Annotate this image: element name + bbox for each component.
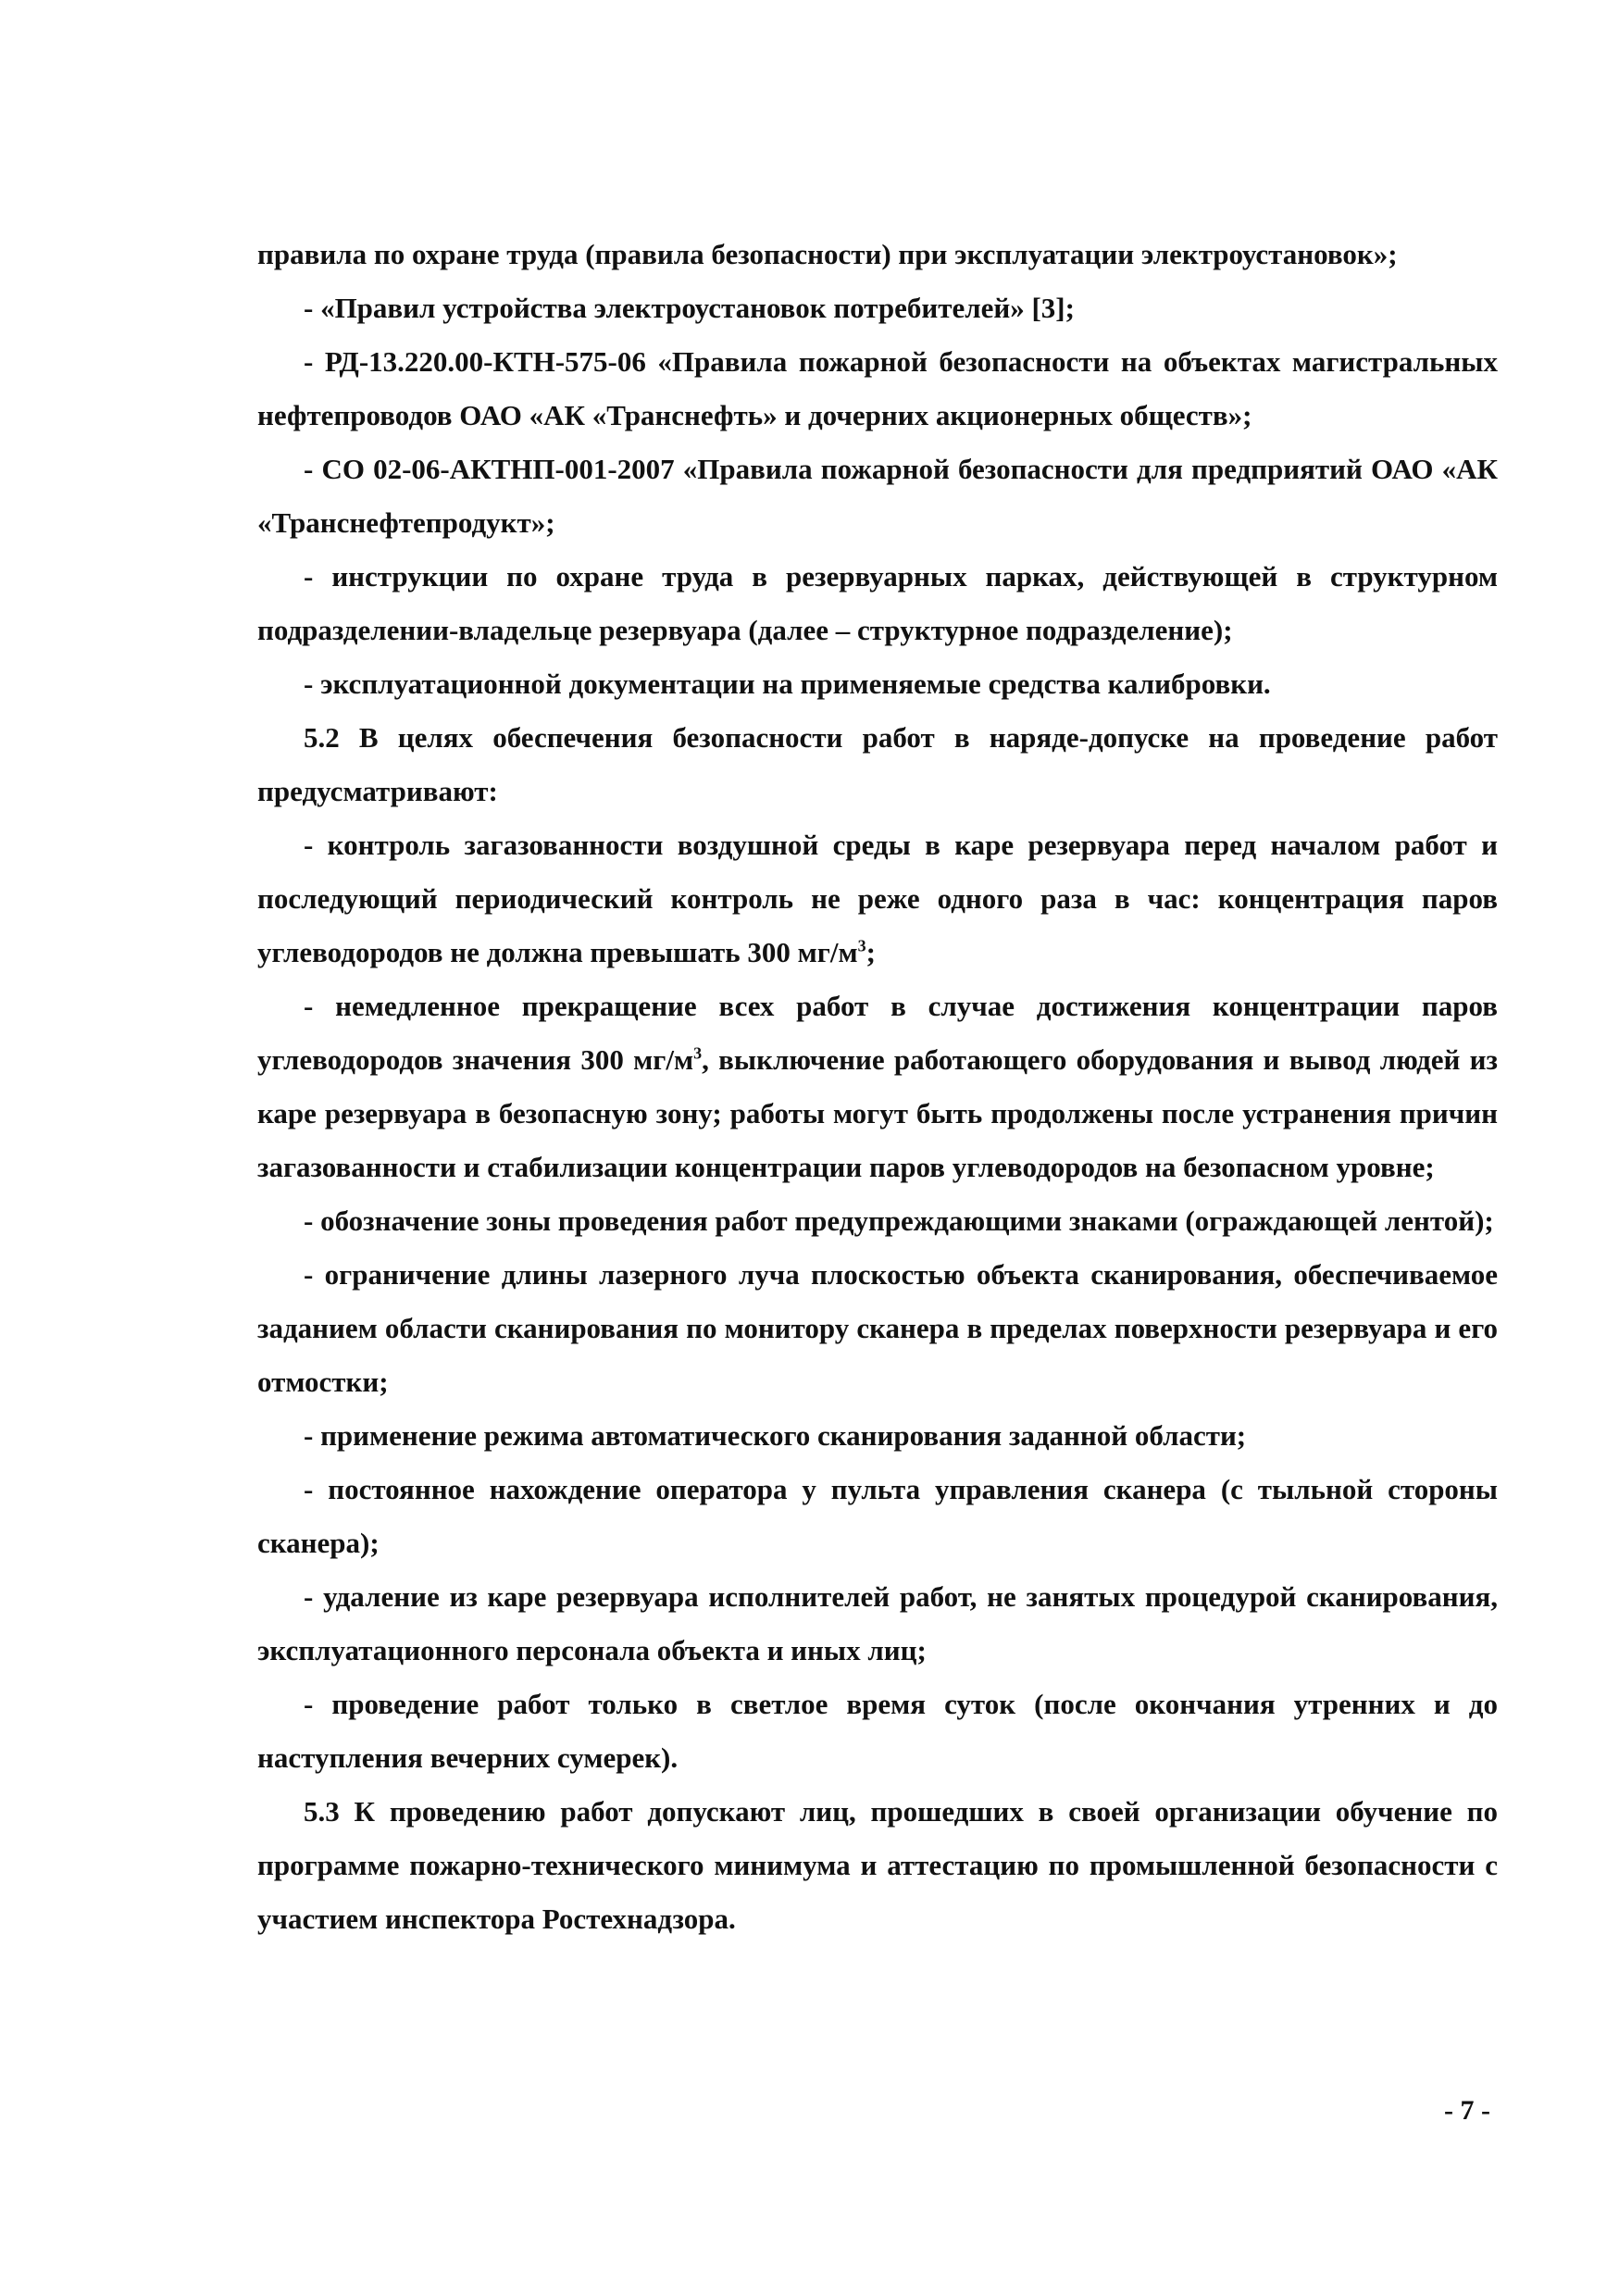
paragraph-2: - «Правил устройства электроустановок потребителей» [3]; (304, 292, 1075, 324)
paragraph-15: - проведение работ только в светлое время суток (после окончания утренних и до наступления вечерних сумерек). (257, 1688, 1498, 1774)
paragraph-16: 5.3 К проведению работ допускают лиц, прошедших в своей организации обучение по программе пожарно-технического минимума и аттестацию по промышленной безопасности с участием инспектора Ростехнадзора. (257, 1795, 1498, 1935)
paragraph-8-main: - контроль загазованности воздушной среды в каре резервуара перед началом работ и последующий периодический контроль не реже одного раза в час: концентрация паров углеводородов не должна превышать 300 мг/м (257, 829, 1498, 968)
paragraph-3: - РД-13.220.00-КТН-575-06 «Правила пожарной безопасности на объектах магистральных нефтепроводов ОАО «АК «Транснефть» и дочерних акционерных обществ»; (257, 345, 1498, 431)
superscript-3: 3 (857, 936, 866, 955)
document-body (257, 228, 1498, 1946)
paragraph-11: - ограничение длины лазерного луча плоскостью объекта сканирования, обеспечиваемое заданием области сканирования по монитору сканера в пределах поверхности резервуара и его отмостки; (257, 1258, 1498, 1398)
paragraph-1: правила по охране труда (правила безопасности) при эксплуатации электроустановок»; (257, 238, 1398, 270)
paragraph-8-end: ; (866, 936, 876, 968)
paragraph-8 (257, 818, 1498, 980)
paragraph-14: - удаление из каре резервуара исполнителей работ, не занятых процедурой сканирования, эксплуатационного персонала объекта и иных лиц; (257, 1580, 1498, 1666)
paragraph-4: - СО 02-06-АКТНП-001-2007 «Правила пожарной безопасности для предприятий ОАО «АК «Транснефтепродукт»; (257, 453, 1498, 539)
paragraph-10: - обозначение зоны проведения работ предупреждающими знаками (ограждающей лентой); (304, 1204, 1494, 1237)
paragraph-9-main: - немедленное прекращение всех работ в случае достижения концентрации паров углеводородов значения 300 мг/м (257, 990, 1498, 1076)
paragraph-12: - применение режима автоматического сканирования заданной области; (304, 1419, 1247, 1452)
paragraph-9 (257, 980, 1498, 1194)
paragraph-9-rest: , выключение работающего оборудования и вывод людей из каре резервуара в безопасную зону; работы могут быть продолжены после устранения причин загазованности и стабилизации концентрации паров углеводородов на безопасном уровне; (257, 1043, 1498, 1183)
page-number: - 7 - (1444, 2095, 1490, 2126)
paragraph-7: 5.2 В целях обеспечения безопасности работ в наряде-допуске на проведение работ предусматривают: (257, 721, 1498, 807)
paragraph-6: - эксплуатационной документации на применяемые средства калибровки. (304, 668, 1271, 700)
paragraph-13: - постоянное нахождение оператора у пульта управления сканера (с тыльной стороны сканера); (257, 1473, 1498, 1559)
superscript-3: 3 (693, 1043, 703, 1063)
paragraph-5: - инструкции по охране труда в резервуарных парках, действующей в структурном подразделении-владельце резервуара (далее – структурное подразделение); (257, 560, 1498, 646)
